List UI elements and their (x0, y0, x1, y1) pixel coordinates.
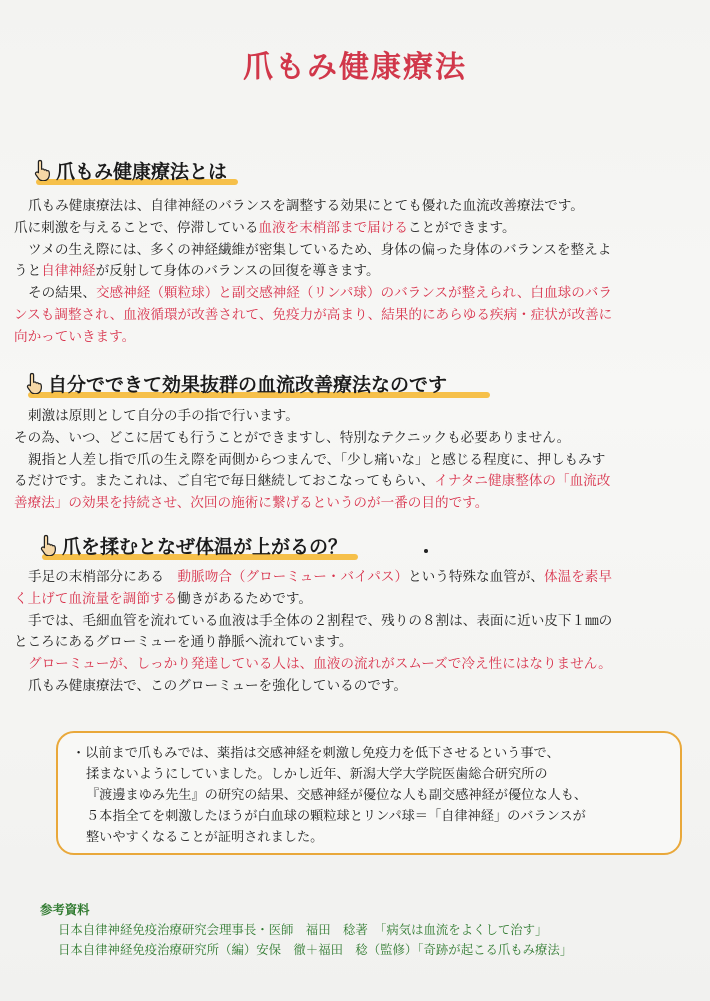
paragraph: グローミューが、しっかり発達している人は、血液の流れがスムーズで冷え性にはなりません。 (28, 656, 612, 673)
pointing-hand-icon (26, 372, 44, 394)
section-body-3 (14, 567, 704, 698)
paragraph: うと自律神経が反射して身体のバランスの回復を導きます。 (14, 263, 380, 280)
paragraph: 手足の末梢部分にある 動脈吻合（グローミュー・バイパス）という特殊な血管が、体温を素早 (28, 569, 612, 585)
paragraph: ンスも調整され、血液循環が改善されて、免疫力が高まり、結果的にあらゆる疾病・症状が改善に (14, 306, 613, 323)
section-heading-label: 爪を揉むとなぜ体温が上がるの？ (62, 535, 348, 558)
section-heading-3 (40, 530, 358, 560)
paragraph: るだけです。またこれは、ご自宅で毎日継続しておこなってもらい、イナタニ健康整体の「血流改 (14, 473, 611, 490)
paragraph: その為、いつ、どこに居ても行うことができますし、特別なテクニックも必要ありません。 (14, 429, 571, 446)
paragraph: 爪に刺激を与えることで、停滞している血液を末梢部まで届けることができます。 (14, 219, 516, 236)
references (40, 900, 700, 959)
section-heading-label: 自分でできて効果抜群の血流改善療法なのです (48, 373, 448, 396)
section-heading-label: 爪もみ健康療法とは (56, 160, 228, 183)
section-heading-2 (26, 368, 490, 398)
paragraph: 爪もみ健康療法は、自律神経のバランスを調整する効果にとても優れた血流改善療法です。 (28, 198, 584, 214)
page-title: 爪もみ健康療法 (243, 50, 467, 85)
note-line: 揉まないようにしていました。しかし近年、新潟大学大学院医歯総合研究所の (86, 767, 548, 782)
pointing-hand-icon (40, 534, 58, 556)
paragraph: 爪もみ健康療法で、このグローミューを強化しているのです。 (28, 677, 407, 694)
section-heading-1 (34, 155, 238, 185)
paragraph: 親指と人差し指で爪の生え際を両側からつまんで、「少し痛いな」と感じる程度に、押しもみす (28, 451, 606, 468)
note-box (56, 731, 682, 855)
note-line: ・以前まで爪もみでは、薬指は交感神経を刺激し免疫力を低下させるという事で、 (72, 746, 560, 761)
paragraph: く上げて血流量を調節する働きがあるためです。 (14, 590, 312, 607)
paragraph: 刺激は原則として自分の手の指で行います。 (28, 408, 299, 424)
paragraph: 手では、毛細血管を流れている血液は手全体の２割程で、残りの８割は、表面に近い皮下１㎜の (28, 612, 613, 629)
note-line: ５本指全てを刺激したほうが白血球の顆粒球とリンパ球＝「自律神経」のバランスが (86, 809, 586, 824)
reference-item: 日本自律神経免疫治療研究会理事長・医師 福田 稔著 「病気は血流をよくして治す」 (58, 921, 548, 937)
stray-dot (424, 549, 428, 553)
paragraph: その結果、交感神経（顆粒球）と副交感神経（リンパ球）のバランスが整えられ、白血球のバラ (28, 285, 612, 302)
paragraph: ツメの生え際には、多くの神経繊維が密集しているため、身体の偏った身体のバランスを整えよ (28, 241, 612, 258)
paragraph: ところにあるグローミューを通り静脈へ流れています。 (14, 634, 353, 651)
note-line: 整いやすくなることが証明されました。 (86, 830, 324, 845)
section-body-2 (14, 406, 704, 515)
section-body-1 (14, 196, 704, 349)
reference-item: 日本自律神経免疫治療研究所（編）安保 徹＋福田 稔（監修）「奇跡が起こる爪もみ療法」 (58, 941, 573, 957)
note-text (72, 743, 672, 848)
references-title: 参考資料 (40, 902, 90, 917)
note-line: 『渡邊まゆみ先生』の研究の結果、交感神経が優位な人も副交感神経が優位な人も、 (86, 788, 588, 803)
paragraph: 向かっていきます。 (14, 328, 136, 345)
paragraph: 善療法」の効果を持続させ、次回の施術に繋げるというのが一番の目的です。 (14, 495, 489, 512)
pointing-hand-icon (34, 159, 52, 181)
